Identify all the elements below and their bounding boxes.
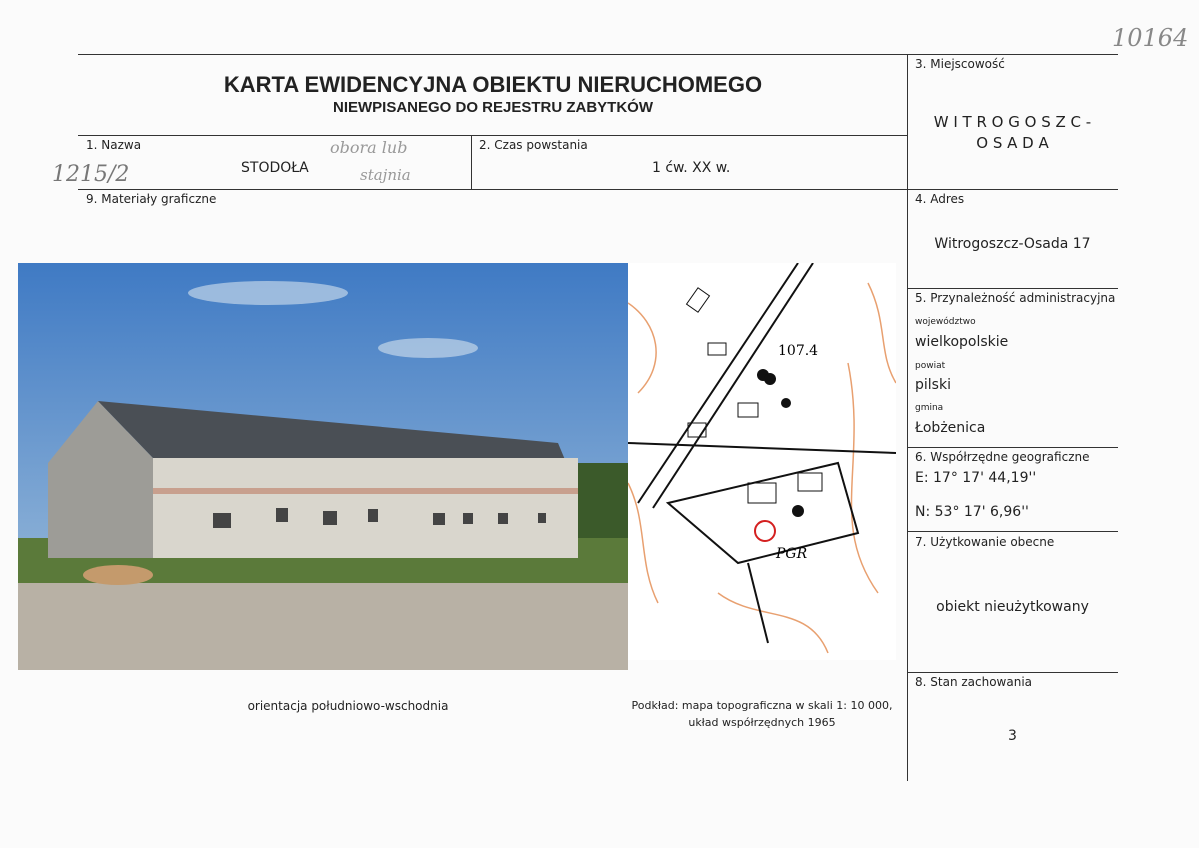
handwritten-ref: 1215/2 <box>52 162 130 187</box>
locality-value: O S A D A <box>976 134 1049 152</box>
barn-photo <box>18 263 628 670</box>
date-value: 1 ćw. XX w. <box>652 160 731 176</box>
usage-label: 7. Użytkowanie obecne <box>915 535 1055 549</box>
voivodeship-value: wielkopolskie <box>915 334 1009 350</box>
name-value: STODOŁA <box>241 160 309 176</box>
map-caption: układ współrzędnych 1965 <box>688 716 836 729</box>
locality-value: W I T R O G O S Z C - <box>933 113 1092 131</box>
handwritten-note: obora lub <box>330 138 408 157</box>
coord-e: E: 17° 17' 44,19'' <box>915 470 1037 486</box>
commune-label: gmina <box>915 403 944 413</box>
county-label: powiat <box>915 361 946 371</box>
county-value: pilski <box>915 377 951 393</box>
graphics-label: 9. Materiały graficzne <box>86 192 217 206</box>
locality-label: 3. Miejscowość <box>915 57 1005 71</box>
coords-label: 6. Współrzędne geograficzne <box>915 450 1090 464</box>
map-pgr-label: PGR <box>776 546 808 562</box>
address-value: Witrogoszcz-Osada 17 <box>934 236 1091 252</box>
document-subtitle: NIEWPISANEGO DO REJESTRU ZABYTKÓW <box>332 99 654 116</box>
address-label: 4. Adres <box>915 192 965 206</box>
date-label: 2. Czas powstania <box>479 138 588 152</box>
usage-value: obiekt nieużytkowany <box>936 599 1089 615</box>
voivodeship-label: województwo <box>915 317 976 327</box>
map-caption: Podkład: mapa topograficzna w skali 1: 10 000, <box>631 699 893 712</box>
map-height-label: 107.4 <box>778 343 819 359</box>
condition-label: 8. Stan zachowania <box>915 675 1033 689</box>
name-label: 1. Nazwa <box>86 138 142 152</box>
handwritten-number: 10164 <box>1112 24 1189 52</box>
coord-n: N: 53° 17' 6,96'' <box>915 504 1029 520</box>
condition-value: 3 <box>1008 728 1017 744</box>
handwritten-note: stajnia <box>360 166 411 184</box>
commune-value: Łobżenica <box>915 420 986 436</box>
document-title: KARTA EWIDENCYJNA OBIEKTU NIERUCHOMEGO <box>223 72 763 97</box>
admin-label: 5. Przynależność administracyjna <box>915 291 1116 305</box>
topographic-map <box>628 263 896 660</box>
photo-caption: orientacja południowo-wschodnia <box>247 699 449 713</box>
